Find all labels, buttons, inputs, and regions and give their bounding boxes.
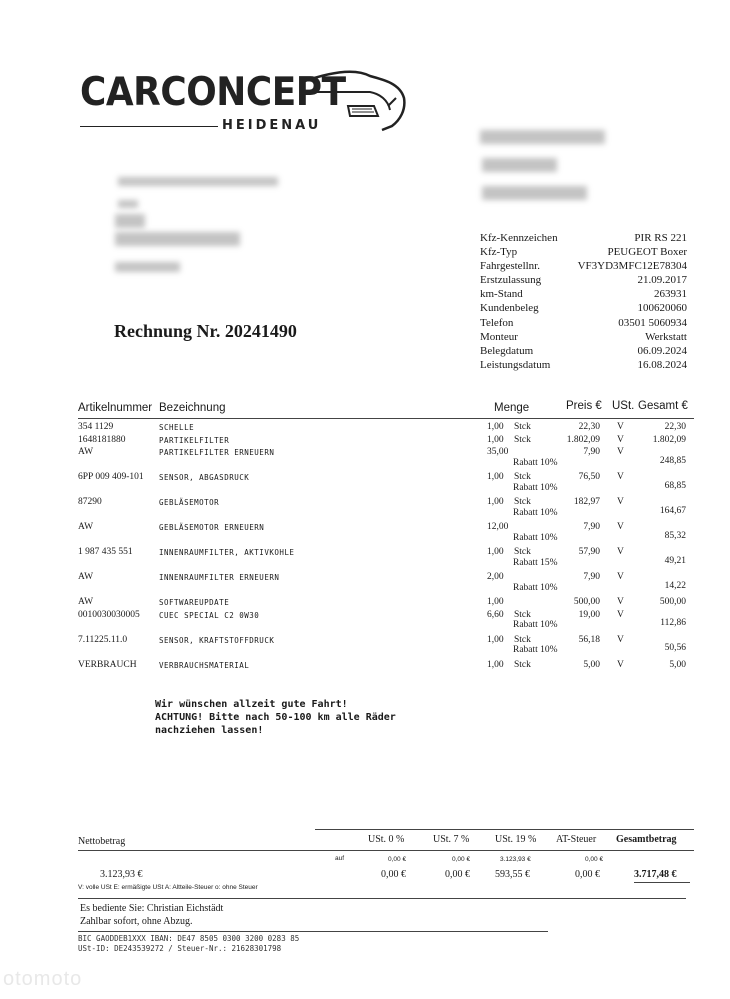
item-quantity: 2,00 [487,572,504,582]
item-unit: Stck [514,609,531,620]
item-unit: Stck [514,472,531,482]
item-discount-total: 248,85 [659,455,686,466]
vehicle-info-row [480,316,687,330]
vehicle-info [480,231,687,372]
item-discount-label: Rabatt 10% [513,507,558,518]
item-ust-code: V [617,659,624,670]
item-ust-code: V [617,609,624,620]
netto-value: 3.123,93 € [100,869,143,880]
item-description: INNENRAUMFILTER, AKTIVKOHLE [159,548,295,557]
vehicle-info-label: Leistungsdatum [480,358,551,371]
basis-ust19: 3.123,93 € [500,856,531,863]
item-discount-label: Rabatt 10% [513,457,558,468]
item-discount-total: 49,21 [664,555,686,566]
item-quantity: 1,00 [487,547,504,557]
item-description: PARTIKELFILTER [159,435,230,445]
item-price: 56,18 [578,634,600,645]
item-price: 76,50 [578,472,600,482]
vehicle-info-row [480,358,687,372]
item-ust-code: V [617,472,624,482]
item-description: GEBLÄSEMOTOR [159,498,220,507]
basis-at: 0,00 € [585,856,604,863]
item-discount-total: 164,67 [659,505,686,516]
item-unit: Stck [514,422,531,432]
item-article-number: 7.11225.11.0 [78,634,128,645]
item-ust-code: V [617,447,624,457]
vehicle-info-value: 16.08.2024 [637,358,687,371]
served-by: Es bediente Sie: Christian Eichstädt [80,903,224,914]
vehicle-info-row [480,301,687,315]
item-price: 7,90 [583,522,600,532]
vehicle-info-row [480,259,687,273]
header-bezeichnung: Bezeichnung [159,402,226,414]
item-quantity: 1,00 [487,659,504,670]
item-description: GEBLÄSEMOTOR ERNEUERN [159,523,265,532]
item-unit: Stck [514,547,531,557]
item-discount-label: Rabatt 10% [513,645,558,655]
vehicle-info-row [480,231,687,245]
item-article-number: AW [78,447,94,457]
tax-ust7: 0,00 € [445,869,470,880]
item-description: CUEC SPECIAL C2 0W30 [159,610,260,620]
totals-header-ust19: USt. 19 % [495,834,537,845]
tax-at: 0,00 € [575,869,600,880]
vehicle-info-label: Monteur [480,330,518,343]
item-article-number: AW [78,597,94,607]
item-discount-label: Rabatt 10% [513,482,558,493]
totals-top-line [315,829,694,830]
company-logo-text: CARCONCEPT [80,70,346,115]
item-quantity: 35,00 [487,447,509,457]
item-description: SENSOR, ABGASDRUCK [159,473,250,482]
vehicle-info-value: 03501 5060934 [618,316,687,329]
totals-header-divider [78,850,694,851]
header-preis: Preis € [566,400,602,412]
header-menge: Menge [494,402,530,414]
item-price: 7,90 [583,447,600,457]
item-ust-code: V [617,522,624,532]
item-description: INNENRAUMFILTER ERNEUERN [159,573,280,582]
item-discount-label: Rabatt 10% [513,582,558,593]
item-quantity: 1,00 [487,422,504,432]
item-article-number: 6PP 009 409-101 [78,472,144,482]
item-quantity: 1,00 [487,597,504,607]
item-article-number: AW [78,572,94,582]
item-ust-code: V [617,422,624,432]
item-article-number: AW [78,522,94,532]
item-discount-total: 14,22 [664,580,686,591]
bank-divider [78,931,548,932]
item-article-number: 354 1129 [78,422,114,432]
gesamt-value: 3.717,48 € [634,869,677,880]
item-total: 5,00 [669,659,686,670]
vehicle-info-value: 100620060 [637,302,687,315]
item-price: 182,97 [573,497,600,507]
basis-ust0: 0,00 € [388,856,407,863]
item-price: 5,00 [583,659,600,670]
bank-details [78,934,299,954]
item-discount-total: 85,32 [664,530,686,541]
item-unit: Stck [514,659,531,670]
item-description: VERBRAUCHSMATERIAL [159,660,250,670]
item-article-number: 1 987 435 551 [78,547,133,557]
item-ust-code: V [617,634,624,645]
item-discount-total: 68,85 [664,480,686,491]
item-article-number: 0010030030005 [78,609,140,620]
item-price: 500,00 [573,597,600,607]
vehicle-info-value: 06.09.2024 [637,344,687,357]
logo-underline [80,126,218,127]
header-gesamt: Gesamt € [638,400,688,412]
item-description: PARTIKELFILTER ERNEUERN [159,448,275,457]
bank-line-1: BIC GAODDEB1XXX IBAN: DE47 8505 0300 3200 0283 85 [78,934,300,943]
vehicle-info-label: Kfz-Kennzeichen [480,232,558,244]
table-header-divider [78,418,694,419]
item-ust-code: V [617,497,624,507]
item-discount-label: Rabatt 15% [513,557,558,568]
item-total: 500,00 [659,597,686,607]
header-ust: USt. [612,400,635,412]
item-discount-total: 112,86 [660,618,686,628]
vehicle-info-row [480,344,687,358]
item-price: 22,30 [578,422,600,432]
item-description: SENSOR, KRAFTSTOFFDRUCK [159,635,275,645]
item-description: SCHELLE [159,423,195,432]
vehicle-info-value: PEUGEOT Boxer [607,246,687,259]
item-article-number: 87290 [78,497,102,507]
company-logo-subtitle: HEIDENAU [222,118,322,133]
vehicle-info-row [480,287,687,301]
item-unit: Stck [514,634,531,645]
item-ust-code: V [617,597,624,607]
item-ust-code: V [617,434,624,445]
item-unit: Stck [514,434,531,445]
vehicle-info-value: Werkstatt [645,330,687,343]
item-unit: Stck [514,497,531,507]
item-discount-total: 50,56 [664,643,686,653]
vehicle-info-label: Fahrgestellnr. [480,260,540,273]
vehicle-info-row [480,245,687,259]
vehicle-info-value: VF3YD3MFC12E78304 [577,260,687,273]
item-quantity: 1,00 [487,472,504,482]
sender-address-redacted [118,177,278,186]
item-ust-code: V [617,572,624,582]
car-logo-icon [300,66,412,132]
vehicle-info-label: Kundenbeleg [480,302,539,315]
item-discount-label: Rabatt 10% [513,620,558,630]
vehicle-info-row [480,273,687,287]
recipient-address-redacted [480,130,605,144]
item-total: 1.802,09 [652,434,686,445]
item-price: 57,90 [578,547,600,557]
notice-text: Wir wünschen allzeit gute Fahrt! ACHTUNG! Bitte nach 50-100 km alle Räder nachziehen lassen! [155,699,396,736]
item-article-number: VERBRAUCH [78,659,137,670]
item-price: 7,90 [583,572,600,582]
gesamt-underline [634,882,690,883]
totals-header-ust0: USt. 0 % [368,834,405,845]
invoice-title: Rechnung Nr. 20241490 [114,321,297,341]
item-description: SOFTWAREUPDATE [159,598,230,607]
item-quantity: 1,00 [487,634,504,645]
tax-ust19: 593,55 € [495,869,530,880]
item-price: 1.802,09 [566,434,600,445]
vehicle-info-value: 21.09.2017 [637,274,687,287]
payment-terms: Zahlbar sofort, ohne Abzug. [80,916,193,927]
tax-ust0: 0,00 € [381,869,406,880]
item-quantity: 6,60 [487,609,504,620]
vehicle-info-label: Kfz-Typ [480,246,518,259]
vehicle-info-value: 263931 [654,288,687,301]
totals-header-ust7: USt. 7 % [433,834,470,845]
totals-header-gesamt: Gesamtbetrag [616,834,677,845]
item-total: 22,30 [664,422,686,432]
item-quantity: 1,00 [487,434,504,445]
header-artikelnummer: Artikelnummer [78,402,153,414]
item-ust-code: V [617,547,624,557]
basis-ust7: 0,00 € [452,856,471,863]
vehicle-info-label: Erstzulassung [480,274,542,287]
vehicle-info-label: Belegdatum [480,344,534,357]
tax-legend: V: volle USt E: ermäßigte USt A: Altteile-Steuer o: ohne Steuer [78,884,258,891]
item-discount-label: Rabatt 10% [513,532,558,543]
vehicle-info-label: Telefon [480,316,514,329]
item-article-number: 1648181880 [78,434,126,445]
bank-line-2: USt-ID: DE243539272 / Steuer-Nr.: 21628301798 [78,944,282,953]
item-quantity: 12,00 [487,522,509,532]
totals-header-netto: Nettobetrag [78,836,126,847]
watermark: otomoto [3,968,83,990]
item-price: 19,00 [578,609,600,620]
item-quantity: 1,00 [487,497,504,507]
vehicle-info-value: PIR RS 221 [634,232,687,244]
vehicle-info-row [480,330,687,344]
totals-basis-label: auf [335,855,345,862]
vehicle-info-label: km-Stand [480,288,523,301]
footer-divider [78,898,686,899]
totals-header-at: AT-Steuer [556,834,597,845]
